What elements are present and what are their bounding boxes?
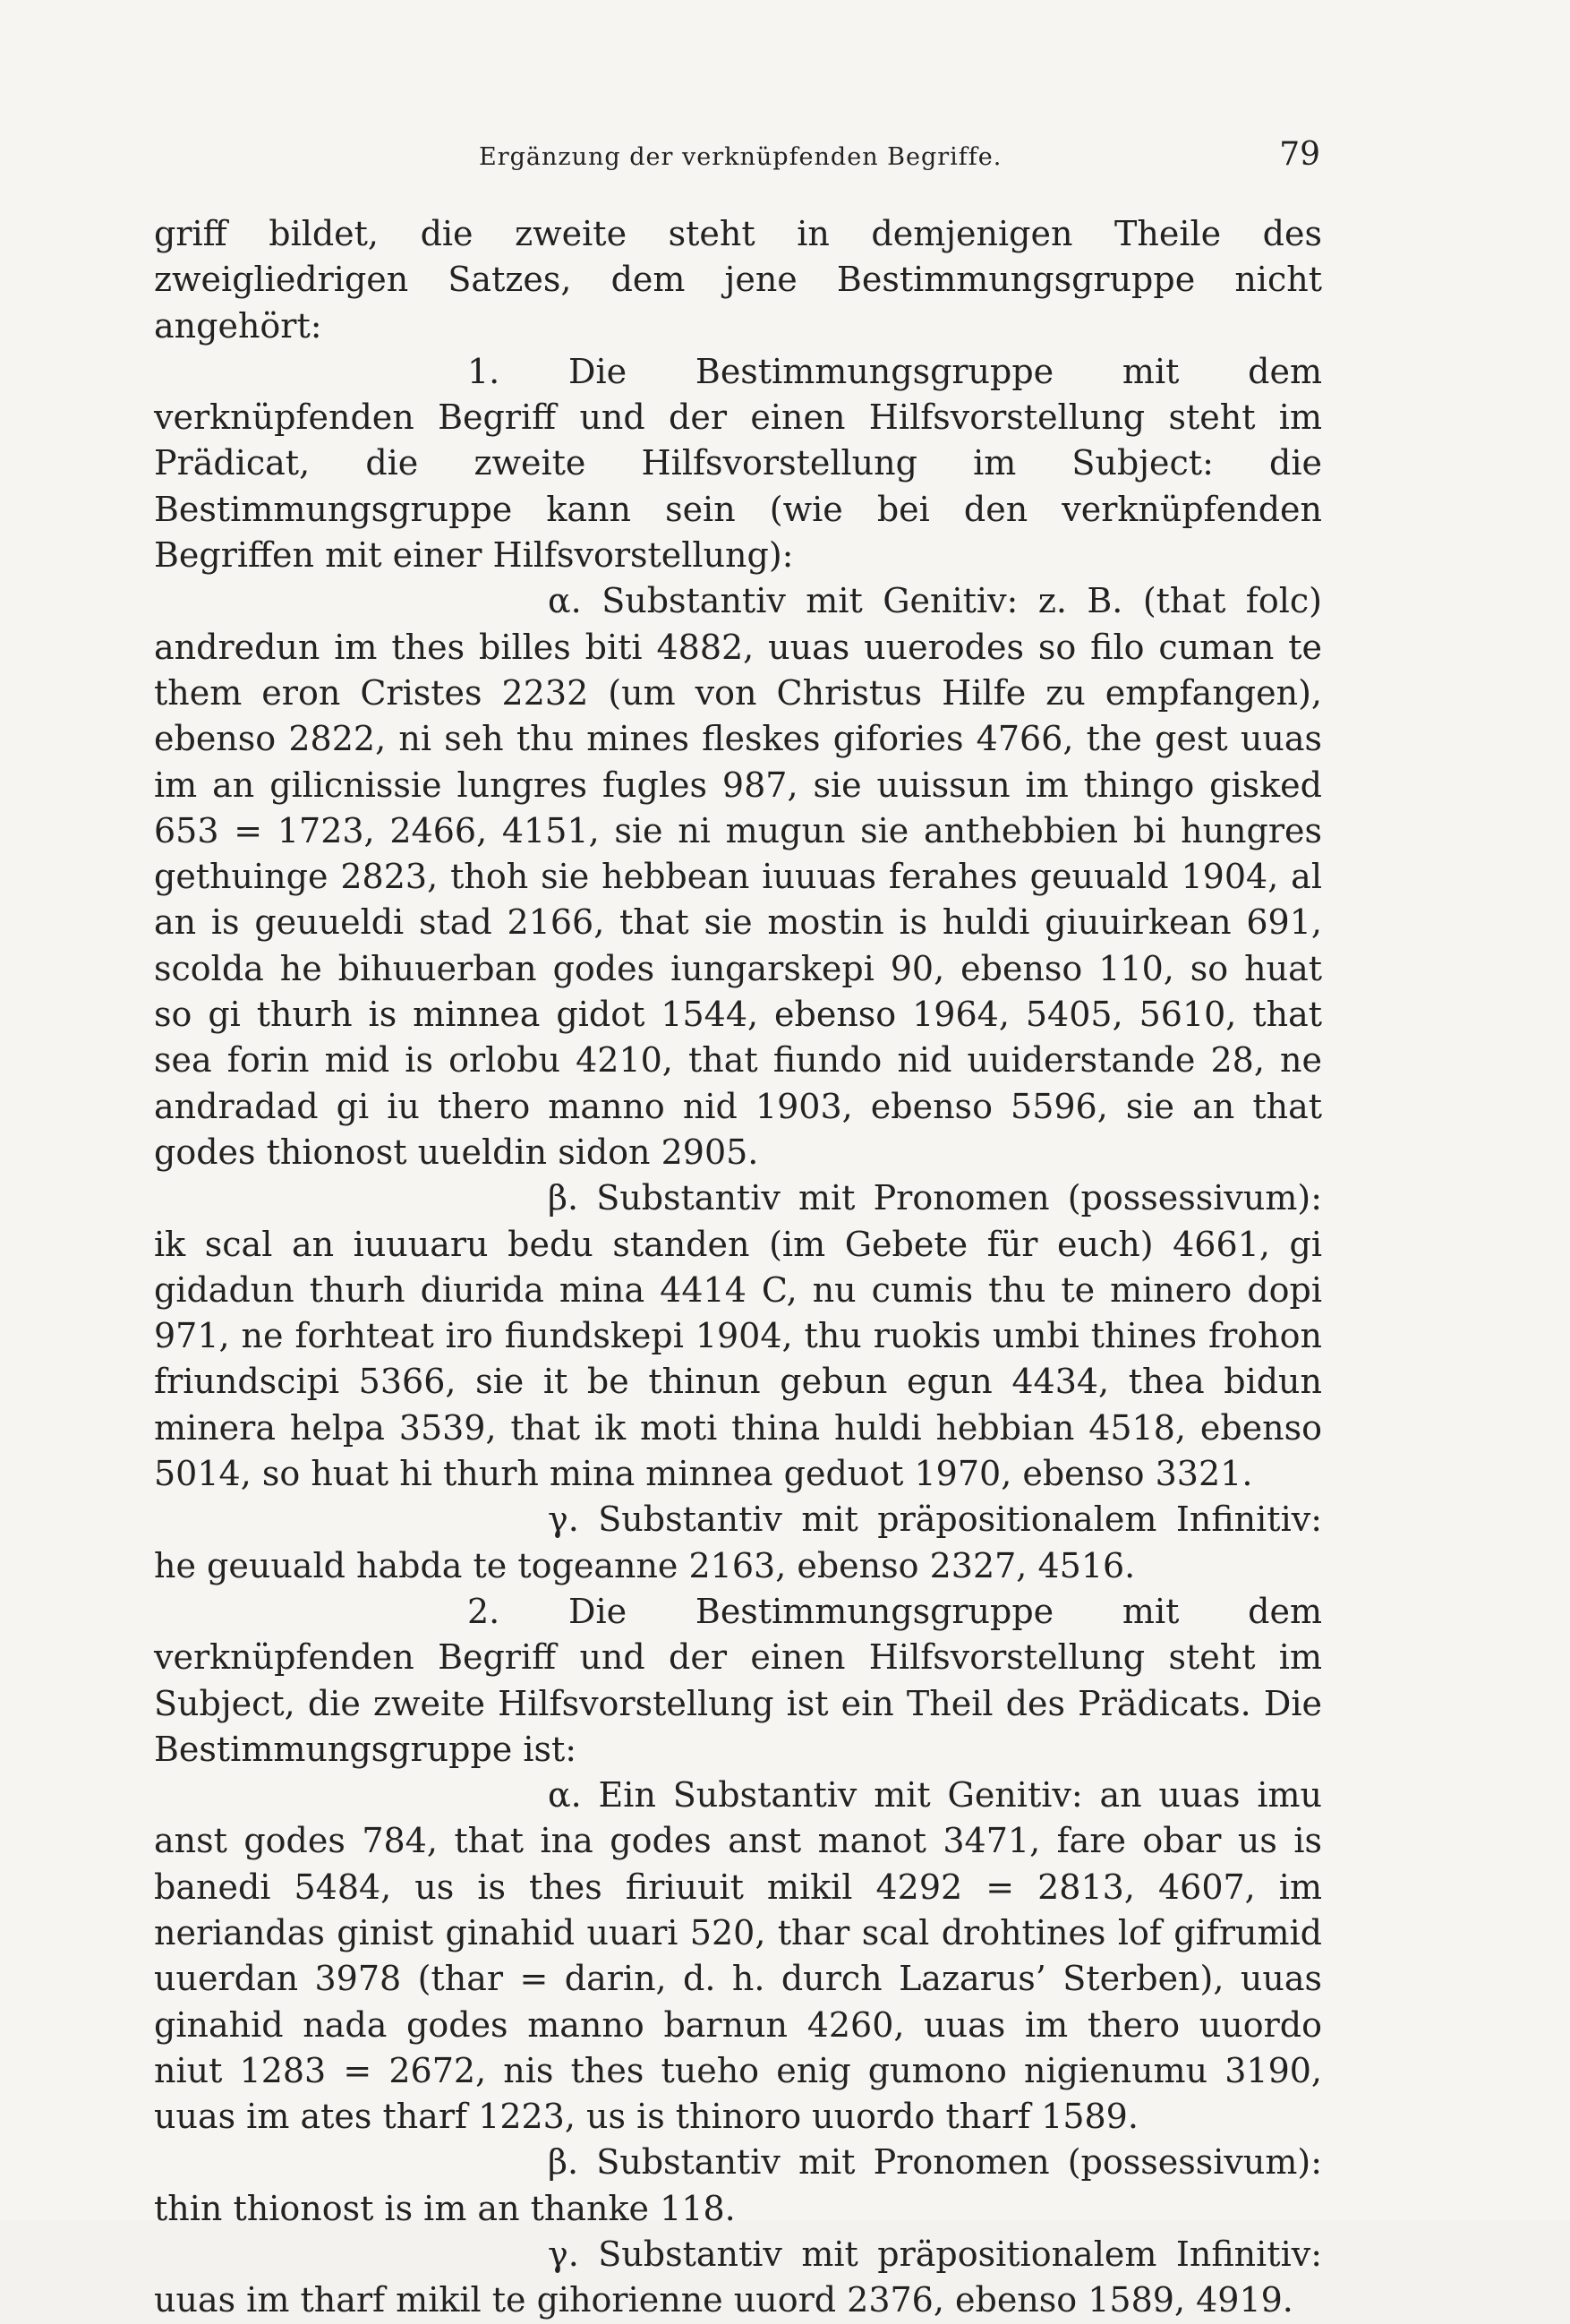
paragraph-1-gamma: γ. Substantiv mit präpositionalem Infinitiv: he geuuald habda te togeanne 2163, ebenso 2327, 4516. bbox=[154, 1499, 1322, 1585]
paragraph-1-alpha: α. Substantiv mit Genitiv: z. B. (that folc) andredun im thes billes biti 4882, uuas uuerodes so filo cuman te them eron Cristes 2232 (um von Christus Hilfe zu empfangen), ebenso 2822, ni seh thu mines fleskes gifories 4766, the gest uuas im an gilicnissie lungres fugles 987, sie uuissun im thingo gisked 653 = 1723, 2466, 4151, sie ni mugun sie anthebbien bi hungres gethuinge 2823, thoh sie hebbean iuuuas ferahes geuuald 1904, al an is geuueldi stad 2166, that sie mostin is huldi giuuirkean 691, scolda he bihuuerban godes iungarskepi 90, ebenso 110, so huat so gi thurh is minnea gidot 1544, ebenso 1964, 5405, 5610, that sea forin mid is orlobu 4210, that fiundo nid uuiderstande 28, ne andradad gi iu thero manno nid 1903, ebenso 5596, sie an that godes thionost uueldin sidon 2905. bbox=[154, 581, 1322, 1172]
paragraph-2-beta: β. Substantiv mit Pronomen (possessivum): thin thionost is im an thanke 118. bbox=[154, 2142, 1322, 2228]
paragraph-2: 2. Die Bestimmungsgruppe mit dem verknüpfenden Begriff und der einen Hilfsvorstellung steht im Subject, die zweite Hilfsvorstellung ist ein Theil des Prädicats. Die Bestimmungsgruppe ist: bbox=[154, 1591, 1322, 1769]
paragraph-intro: griff bildet, die zweite steht in demjenigen Theile des zweigliedrigen Satzes, dem jene Bestimmungsgruppe nicht angehört: bbox=[154, 214, 1322, 346]
header-title: Ergänzung der verknüpfenden Begriffe. bbox=[479, 143, 1003, 171]
paragraph-1-beta: β. Substantiv mit Pronomen (possessivum): ik scal an iuuuaru bedu standen (im Gebete für euch) 4661, gi gidadun thurh diurida mina 4414 C, nu cumis thu te minero dopi 971, ne forhteat iro fiundskepi 1904, thu ruokis umbi thines frohon friundscipi 5366, sie it be thinun gebun egun 4434, thea bidun minera helpa 3539, that ik moti thina huldi hebbian 4518, ebenso 5014, so huat hi thurh mina minnea geduot 1970, ebenso 3321. bbox=[154, 1178, 1322, 1494]
running-header bbox=[152, 134, 1320, 188]
body-text bbox=[154, 211, 1322, 2324]
page-number: 79 bbox=[1279, 136, 1320, 173]
paragraph-2-alpha: α. Ein Substantiv mit Genitiv: an uuas imu anst godes 784, that ina godes anst manot 3471, fare obar us is banedi 5484, us is thes firiuuit mikil 4292 = 2813, 4607, im neriandas ginist ginahid uuari 520, thar scal drohtines lof gifrumid uuerdan 3978 (thar = darin, d. h. durch Lazarus’ Sterben), uuas ginahid nada godes manno barnun 4260, uuas im thero uuordo niut 1283 = 2672, nis thes tueho enig gumono nigienumu 3190, uuas im ates tharf 1223, us is thinoro uuordo tharf 1589. bbox=[154, 1775, 1322, 2137]
paragraph-1: 1. Die Bestimmungsgruppe mit dem verknüpfenden Begriff und der einen Hilfsvorstellung steht im Prädicat, die zweite Hilfsvorstellung im Subject: die Bestimmungsgruppe kann sein (wie bei den verknüpfenden Begriffen mit einer Hilfsvorstellung): bbox=[154, 351, 1322, 576]
paragraph-2-gamma: γ. Substantiv mit präpositionalem Infinitiv: uuas im tharf mikil te gihorienne uuord 2376, ebenso 1589, 4919. bbox=[154, 2234, 1322, 2320]
